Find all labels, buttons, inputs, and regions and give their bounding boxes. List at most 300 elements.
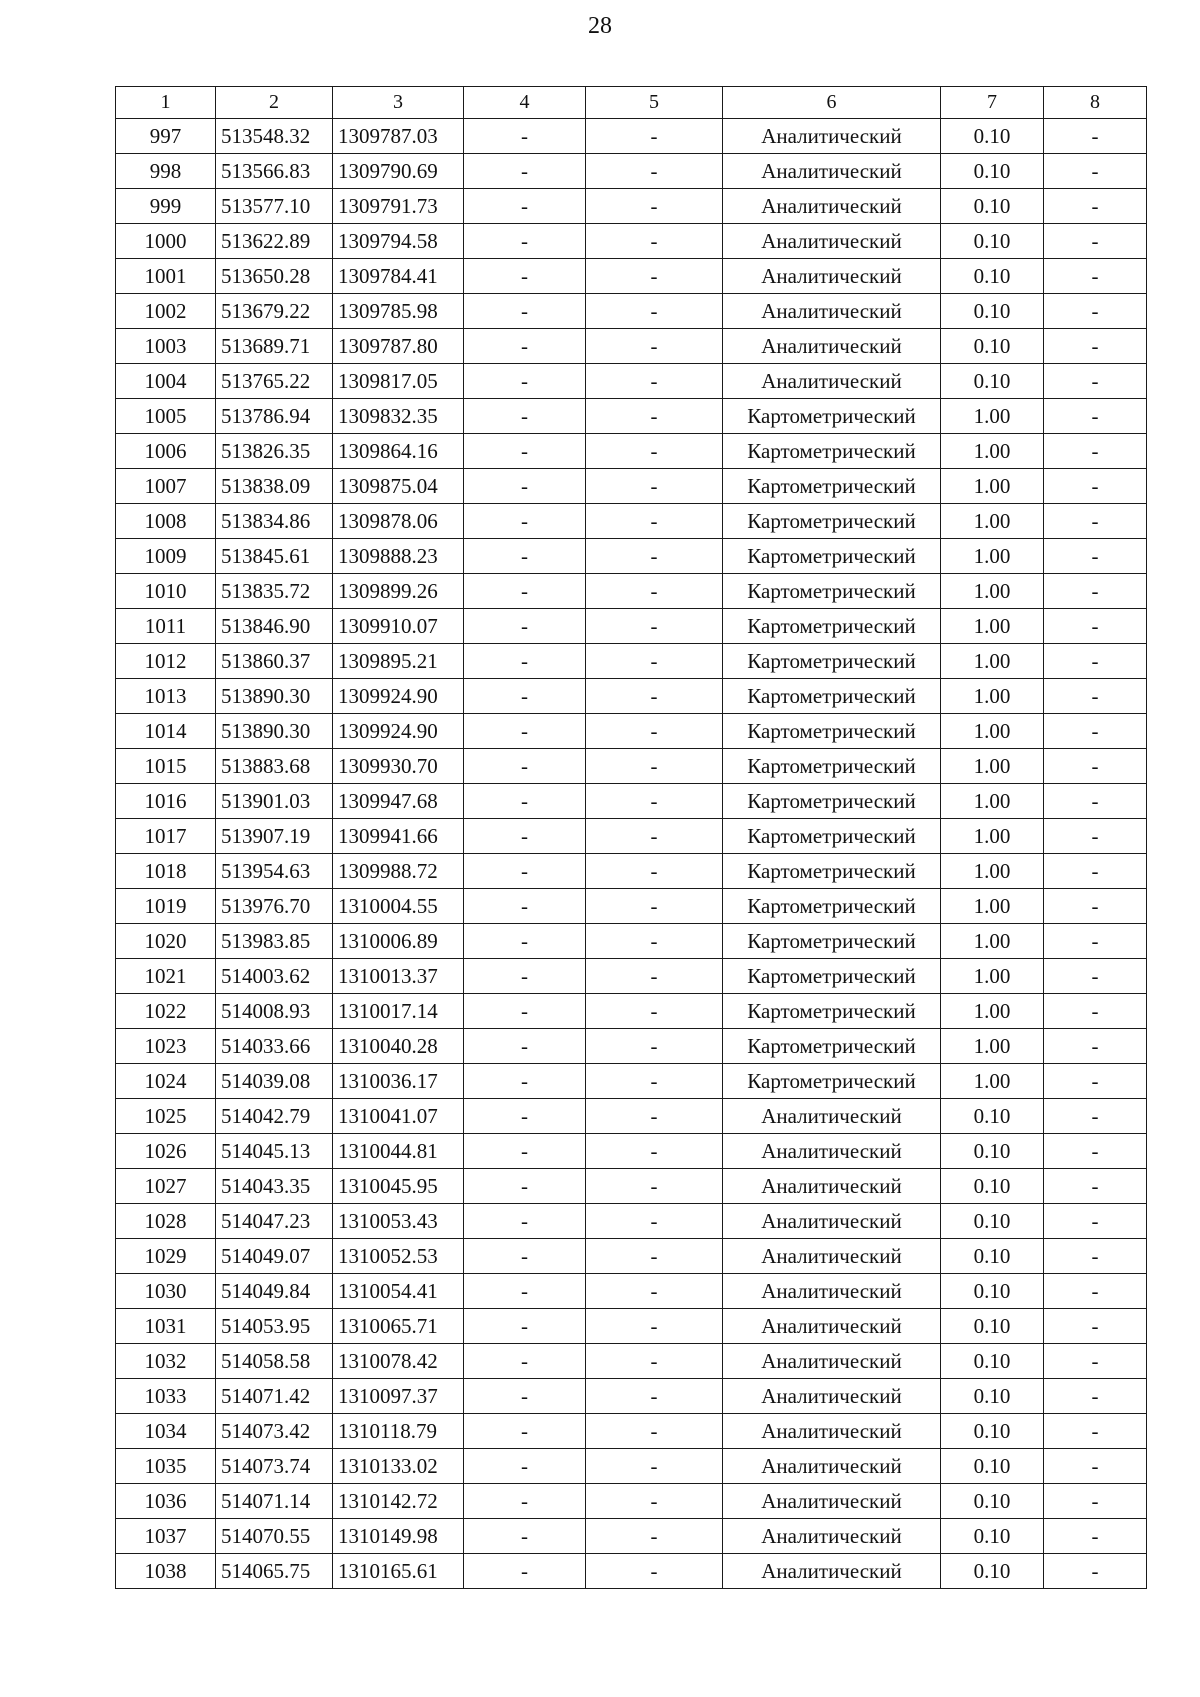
point-number-cell: 1018	[116, 854, 216, 889]
y-coordinate-cell: 1310044.81	[333, 1134, 464, 1169]
y-coordinate-cell: 1310040.28	[333, 1029, 464, 1064]
accuracy-cell: 1.00	[941, 609, 1044, 644]
column-4-cell: -	[464, 119, 586, 154]
table-row	[116, 924, 1147, 959]
column-4-cell: -	[464, 959, 586, 994]
column-8-cell: -	[1044, 749, 1147, 784]
x-coordinate-cell: 514047.23	[216, 1204, 333, 1239]
column-header: 4	[464, 87, 586, 119]
accuracy-cell: 0.10	[941, 364, 1044, 399]
method-cell: Картометрический	[723, 504, 941, 539]
table-row	[116, 469, 1147, 504]
column-5-cell: -	[586, 1204, 723, 1239]
column-5-cell: -	[586, 1064, 723, 1099]
table-row	[116, 854, 1147, 889]
column-5-cell: -	[586, 1134, 723, 1169]
accuracy-cell: 0.10	[941, 1554, 1044, 1589]
table-row	[116, 1064, 1147, 1099]
y-coordinate-cell: 1310078.42	[333, 1344, 464, 1379]
column-5-cell: -	[586, 469, 723, 504]
accuracy-cell: 1.00	[941, 574, 1044, 609]
column-4-cell: -	[464, 504, 586, 539]
y-coordinate-cell: 1309910.07	[333, 609, 464, 644]
column-8-cell: -	[1044, 1239, 1147, 1274]
accuracy-cell: 0.10	[941, 119, 1044, 154]
point-number-cell: 1015	[116, 749, 216, 784]
accuracy-cell: 1.00	[941, 819, 1044, 854]
method-cell: Аналитический	[723, 1344, 941, 1379]
y-coordinate-cell: 1309794.58	[333, 224, 464, 259]
x-coordinate-cell: 513689.71	[216, 329, 333, 364]
method-cell: Картометрический	[723, 714, 941, 749]
method-cell: Аналитический	[723, 1204, 941, 1239]
column-4-cell: -	[464, 819, 586, 854]
table-row	[116, 1134, 1147, 1169]
x-coordinate-cell: 513577.10	[216, 189, 333, 224]
y-coordinate-cell: 1310036.17	[333, 1064, 464, 1099]
accuracy-cell: 0.10	[941, 259, 1044, 294]
y-coordinate-cell: 1309784.41	[333, 259, 464, 294]
y-coordinate-cell: 1310065.71	[333, 1309, 464, 1344]
method-cell: Картометрический	[723, 399, 941, 434]
method-cell: Картометрический	[723, 854, 941, 889]
column-4-cell: -	[464, 189, 586, 224]
method-cell: Картометрический	[723, 609, 941, 644]
method-cell: Картометрический	[723, 959, 941, 994]
column-8-cell: -	[1044, 889, 1147, 924]
method-cell: Аналитический	[723, 1099, 941, 1134]
point-number-cell: 1028	[116, 1204, 216, 1239]
point-number-cell: 1010	[116, 574, 216, 609]
point-number-cell: 1019	[116, 889, 216, 924]
point-number-cell: 1027	[116, 1169, 216, 1204]
x-coordinate-cell: 513622.89	[216, 224, 333, 259]
x-coordinate-cell: 514053.95	[216, 1309, 333, 1344]
method-cell: Аналитический	[723, 1134, 941, 1169]
column-5-cell: -	[586, 819, 723, 854]
accuracy-cell: 0.10	[941, 1134, 1044, 1169]
column-4-cell: -	[464, 154, 586, 189]
table-row	[116, 679, 1147, 714]
column-8-cell: -	[1044, 469, 1147, 504]
point-number-cell: 1012	[116, 644, 216, 679]
accuracy-cell: 0.10	[941, 1344, 1044, 1379]
x-coordinate-cell: 513826.35	[216, 434, 333, 469]
column-4-cell: -	[464, 259, 586, 294]
y-coordinate-cell: 1310133.02	[333, 1449, 464, 1484]
method-cell: Аналитический	[723, 329, 941, 364]
point-number-cell: 1029	[116, 1239, 216, 1274]
point-number-cell: 1034	[116, 1414, 216, 1449]
column-4-cell: -	[464, 1169, 586, 1204]
table-row	[116, 1554, 1147, 1589]
y-coordinate-cell: 1310041.07	[333, 1099, 464, 1134]
column-5-cell: -	[586, 539, 723, 574]
column-8-cell: -	[1044, 154, 1147, 189]
column-4-cell: -	[464, 1134, 586, 1169]
point-number-cell: 1009	[116, 539, 216, 574]
column-8-cell: -	[1044, 819, 1147, 854]
x-coordinate-cell: 513883.68	[216, 749, 333, 784]
accuracy-cell: 1.00	[941, 854, 1044, 889]
point-number-cell: 1011	[116, 609, 216, 644]
y-coordinate-cell: 1309947.68	[333, 784, 464, 819]
x-coordinate-cell: 513838.09	[216, 469, 333, 504]
table-row	[116, 1309, 1147, 1344]
x-coordinate-cell: 514049.84	[216, 1274, 333, 1309]
x-coordinate-cell: 513845.61	[216, 539, 333, 574]
column-8-cell: -	[1044, 1449, 1147, 1484]
column-4-cell: -	[464, 1379, 586, 1414]
x-coordinate-cell: 513901.03	[216, 784, 333, 819]
x-coordinate-cell: 514058.58	[216, 1344, 333, 1379]
table-row	[116, 714, 1147, 749]
column-4-cell: -	[464, 539, 586, 574]
x-coordinate-cell: 513907.19	[216, 819, 333, 854]
column-4-cell: -	[464, 1449, 586, 1484]
column-4-cell: -	[464, 1309, 586, 1344]
table-row	[116, 609, 1147, 644]
table-row	[116, 784, 1147, 819]
column-5-cell: -	[586, 714, 723, 749]
column-5-cell: -	[586, 1274, 723, 1309]
y-coordinate-cell: 1309888.23	[333, 539, 464, 574]
column-4-cell: -	[464, 364, 586, 399]
method-cell: Аналитический	[723, 1239, 941, 1274]
x-coordinate-cell: 513890.30	[216, 679, 333, 714]
column-8-cell: -	[1044, 609, 1147, 644]
x-coordinate-cell: 514039.08	[216, 1064, 333, 1099]
point-number-cell: 1030	[116, 1274, 216, 1309]
column-4-cell: -	[464, 994, 586, 1029]
column-5-cell: -	[586, 1449, 723, 1484]
x-coordinate-cell: 514043.35	[216, 1169, 333, 1204]
column-5-cell: -	[586, 1484, 723, 1519]
point-number-cell: 1035	[116, 1449, 216, 1484]
method-cell: Аналитический	[723, 119, 941, 154]
point-number-cell: 1003	[116, 329, 216, 364]
x-coordinate-cell: 513983.85	[216, 924, 333, 959]
point-number-cell: 1037	[116, 1519, 216, 1554]
method-cell: Картометрический	[723, 574, 941, 609]
point-number-cell: 1002	[116, 294, 216, 329]
accuracy-cell: 1.00	[941, 749, 1044, 784]
column-4-cell: -	[464, 329, 586, 364]
accuracy-cell: 0.10	[941, 1309, 1044, 1344]
x-coordinate-cell: 513786.94	[216, 399, 333, 434]
accuracy-cell: 0.10	[941, 329, 1044, 364]
accuracy-cell: 1.00	[941, 679, 1044, 714]
accuracy-cell: 1.00	[941, 434, 1044, 469]
y-coordinate-cell: 1309930.70	[333, 749, 464, 784]
accuracy-cell: 0.10	[941, 224, 1044, 259]
table-row	[116, 434, 1147, 469]
x-coordinate-cell: 514073.74	[216, 1449, 333, 1484]
y-coordinate-cell: 1310004.55	[333, 889, 464, 924]
method-cell: Аналитический	[723, 1484, 941, 1519]
column-8-cell: -	[1044, 329, 1147, 364]
y-coordinate-cell: 1310149.98	[333, 1519, 464, 1554]
x-coordinate-cell: 513954.63	[216, 854, 333, 889]
column-8-cell: -	[1044, 644, 1147, 679]
accuracy-cell: 1.00	[941, 889, 1044, 924]
column-4-cell: -	[464, 469, 586, 504]
column-8-cell: -	[1044, 1519, 1147, 1554]
point-number-cell: 1021	[116, 959, 216, 994]
accuracy-cell: 1.00	[941, 924, 1044, 959]
x-coordinate-cell: 513846.90	[216, 609, 333, 644]
column-8-cell: -	[1044, 1274, 1147, 1309]
column-header: 6	[723, 87, 941, 119]
column-header: 7	[941, 87, 1044, 119]
column-5-cell: -	[586, 119, 723, 154]
method-cell: Аналитический	[723, 1379, 941, 1414]
method-cell: Аналитический	[723, 189, 941, 224]
column-4-cell: -	[464, 1204, 586, 1239]
column-4-cell: -	[464, 1064, 586, 1099]
point-number-cell: 1013	[116, 679, 216, 714]
table-row	[116, 994, 1147, 1029]
method-cell: Картометрический	[723, 994, 941, 1029]
table-row	[116, 1099, 1147, 1134]
y-coordinate-cell: 1309790.69	[333, 154, 464, 189]
column-5-cell: -	[586, 959, 723, 994]
table-row	[116, 749, 1147, 784]
column-8-cell: -	[1044, 539, 1147, 574]
column-5-cell: -	[586, 854, 723, 889]
table-row	[116, 399, 1147, 434]
column-4-cell: -	[464, 924, 586, 959]
x-coordinate-cell: 514071.14	[216, 1484, 333, 1519]
column-8-cell: -	[1044, 784, 1147, 819]
accuracy-cell: 0.10	[941, 1099, 1044, 1134]
column-5-cell: -	[586, 259, 723, 294]
column-8-cell: -	[1044, 714, 1147, 749]
column-5-cell: -	[586, 1519, 723, 1554]
y-coordinate-cell: 1309817.05	[333, 364, 464, 399]
column-5-cell: -	[586, 749, 723, 784]
column-5-cell: -	[586, 364, 723, 399]
column-4-cell: -	[464, 1554, 586, 1589]
column-5-cell: -	[586, 399, 723, 434]
column-header: 8	[1044, 87, 1147, 119]
column-8-cell: -	[1044, 1484, 1147, 1519]
y-coordinate-cell: 1309895.21	[333, 644, 464, 679]
accuracy-cell: 0.10	[941, 1274, 1044, 1309]
accuracy-cell: 0.10	[941, 1239, 1044, 1274]
y-coordinate-cell: 1310054.41	[333, 1274, 464, 1309]
point-number-cell: 1004	[116, 364, 216, 399]
x-coordinate-cell: 514008.93	[216, 994, 333, 1029]
x-coordinate-cell: 514042.79	[216, 1099, 333, 1134]
table-row	[116, 1274, 1147, 1309]
x-coordinate-cell: 513860.37	[216, 644, 333, 679]
accuracy-cell: 0.10	[941, 1414, 1044, 1449]
y-coordinate-cell: 1310006.89	[333, 924, 464, 959]
point-number-cell: 1016	[116, 784, 216, 819]
y-coordinate-cell: 1309988.72	[333, 854, 464, 889]
method-cell: Картометрический	[723, 1029, 941, 1064]
column-4-cell: -	[464, 1239, 586, 1274]
point-number-cell: 1008	[116, 504, 216, 539]
x-coordinate-cell: 513765.22	[216, 364, 333, 399]
x-coordinate-cell: 514045.13	[216, 1134, 333, 1169]
method-cell: Картометрический	[723, 819, 941, 854]
table-row	[116, 364, 1147, 399]
column-5-cell: -	[586, 1169, 723, 1204]
column-8-cell: -	[1044, 1099, 1147, 1134]
column-8-cell: -	[1044, 1554, 1147, 1589]
column-8-cell: -	[1044, 224, 1147, 259]
column-4-cell: -	[464, 1519, 586, 1554]
accuracy-cell: 0.10	[941, 154, 1044, 189]
accuracy-cell: 0.10	[941, 294, 1044, 329]
table-row	[116, 189, 1147, 224]
column-8-cell: -	[1044, 679, 1147, 714]
column-header: 1	[116, 87, 216, 119]
accuracy-cell: 1.00	[941, 994, 1044, 1029]
column-header: 2	[216, 87, 333, 119]
column-8-cell: -	[1044, 399, 1147, 434]
accuracy-cell: 0.10	[941, 189, 1044, 224]
column-8-cell: -	[1044, 994, 1147, 1029]
table-row	[116, 119, 1147, 154]
column-5-cell: -	[586, 679, 723, 714]
method-cell: Аналитический	[723, 1519, 941, 1554]
column-8-cell: -	[1044, 1134, 1147, 1169]
table-row	[116, 1204, 1147, 1239]
y-coordinate-cell: 1309785.98	[333, 294, 464, 329]
point-number-cell: 1032	[116, 1344, 216, 1379]
column-4-cell: -	[464, 574, 586, 609]
column-5-cell: -	[586, 1099, 723, 1134]
accuracy-cell: 0.10	[941, 1204, 1044, 1239]
column-5-cell: -	[586, 784, 723, 819]
x-coordinate-cell: 514071.42	[216, 1379, 333, 1414]
column-4-cell: -	[464, 609, 586, 644]
table-row	[116, 1239, 1147, 1274]
column-5-cell: -	[586, 189, 723, 224]
method-cell: Картометрический	[723, 469, 941, 504]
method-cell: Аналитический	[723, 154, 941, 189]
column-8-cell: -	[1044, 504, 1147, 539]
column-5-cell: -	[586, 644, 723, 679]
accuracy-cell: 1.00	[941, 399, 1044, 434]
point-number-cell: 1025	[116, 1099, 216, 1134]
x-coordinate-cell: 513976.70	[216, 889, 333, 924]
table-row	[116, 1414, 1147, 1449]
column-4-cell: -	[464, 889, 586, 924]
column-5-cell: -	[586, 1379, 723, 1414]
column-4-cell: -	[464, 679, 586, 714]
coordinates-table	[115, 86, 1147, 1589]
column-5-cell: -	[586, 1029, 723, 1064]
column-8-cell: -	[1044, 574, 1147, 609]
x-coordinate-cell: 513834.86	[216, 504, 333, 539]
point-number-cell: 1033	[116, 1379, 216, 1414]
y-coordinate-cell: 1309924.90	[333, 714, 464, 749]
table-row	[116, 1449, 1147, 1484]
point-number-cell: 997	[116, 119, 216, 154]
y-coordinate-cell: 1309875.04	[333, 469, 464, 504]
column-8-cell: -	[1044, 434, 1147, 469]
y-coordinate-cell: 1310097.37	[333, 1379, 464, 1414]
column-4-cell: -	[464, 224, 586, 259]
accuracy-cell: 0.10	[941, 1379, 1044, 1414]
method-cell: Аналитический	[723, 294, 941, 329]
method-cell: Аналитический	[723, 1449, 941, 1484]
table-row	[116, 1344, 1147, 1379]
method-cell: Картометрический	[723, 1064, 941, 1099]
x-coordinate-cell: 513650.28	[216, 259, 333, 294]
column-4-cell: -	[464, 1029, 586, 1064]
y-coordinate-cell: 1309878.06	[333, 504, 464, 539]
table-row	[116, 504, 1147, 539]
column-header: 3	[333, 87, 464, 119]
column-4-cell: -	[464, 644, 586, 679]
column-4-cell: -	[464, 784, 586, 819]
accuracy-cell: 1.00	[941, 539, 1044, 574]
point-number-cell: 1006	[116, 434, 216, 469]
column-5-cell: -	[586, 1554, 723, 1589]
table-row	[116, 224, 1147, 259]
column-5-cell: -	[586, 924, 723, 959]
y-coordinate-cell: 1310045.95	[333, 1169, 464, 1204]
column-8-cell: -	[1044, 259, 1147, 294]
point-number-cell: 1005	[116, 399, 216, 434]
column-8-cell: -	[1044, 1344, 1147, 1379]
point-number-cell: 1038	[116, 1554, 216, 1589]
column-4-cell: -	[464, 1344, 586, 1379]
point-number-cell: 1020	[116, 924, 216, 959]
x-coordinate-cell: 514065.75	[216, 1554, 333, 1589]
table-row	[116, 819, 1147, 854]
y-coordinate-cell: 1309924.90	[333, 679, 464, 714]
method-cell: Аналитический	[723, 224, 941, 259]
x-coordinate-cell: 513548.32	[216, 119, 333, 154]
column-5-cell: -	[586, 1414, 723, 1449]
column-8-cell: -	[1044, 294, 1147, 329]
y-coordinate-cell: 1310053.43	[333, 1204, 464, 1239]
table-row	[116, 889, 1147, 924]
accuracy-cell: 1.00	[941, 469, 1044, 504]
column-5-cell: -	[586, 1239, 723, 1274]
column-5-cell: -	[586, 1344, 723, 1379]
column-8-cell: -	[1044, 854, 1147, 889]
column-5-cell: -	[586, 224, 723, 259]
column-4-cell: -	[464, 1274, 586, 1309]
point-number-cell: 1024	[116, 1064, 216, 1099]
table-body	[116, 87, 1147, 1589]
point-number-cell: 1001	[116, 259, 216, 294]
y-coordinate-cell: 1309941.66	[333, 819, 464, 854]
accuracy-cell: 0.10	[941, 1449, 1044, 1484]
column-8-cell: -	[1044, 1204, 1147, 1239]
column-4-cell: -	[464, 1484, 586, 1519]
column-5-cell: -	[586, 294, 723, 329]
method-cell: Аналитический	[723, 1414, 941, 1449]
y-coordinate-cell: 1310013.37	[333, 959, 464, 994]
column-5-cell: -	[586, 434, 723, 469]
point-number-cell: 1026	[116, 1134, 216, 1169]
x-coordinate-cell: 514070.55	[216, 1519, 333, 1554]
accuracy-cell: 0.10	[941, 1484, 1044, 1519]
method-cell: Аналитический	[723, 1554, 941, 1589]
column-8-cell: -	[1044, 119, 1147, 154]
point-number-cell: 1007	[116, 469, 216, 504]
method-cell: Картометрический	[723, 679, 941, 714]
table-row	[116, 644, 1147, 679]
